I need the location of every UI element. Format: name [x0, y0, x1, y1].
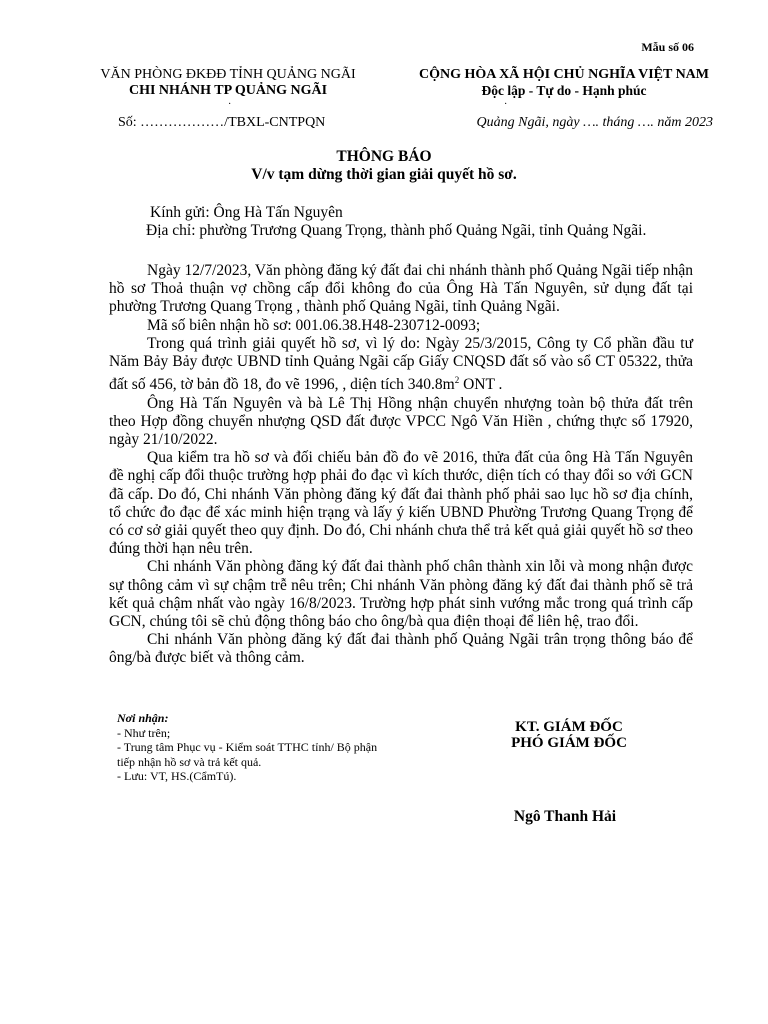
branch-name: CHI NHÁNH TP QUẢNG NGÃI	[128, 83, 328, 98]
recipients-list	[117, 711, 387, 784]
form-number: Mẫu số 06	[641, 40, 694, 54]
land-use-code: ONT .	[459, 376, 503, 394]
body-paragraph	[109, 335, 693, 395]
document-number: Số: ………………/TBXL-CNTPQN	[118, 115, 326, 130]
national-title: CỘNG HÒA XÃ HỘI CHỦ NGHĨA VIỆT NAM	[418, 67, 709, 82]
recipient: Kính gửi: Ông Hà Tấn Nguyên	[150, 204, 343, 221]
header-underline-mark: ·	[228, 99, 232, 110]
recipients-heading: Nơi nhận:	[117, 711, 169, 725]
notice-body	[109, 262, 693, 668]
motto-underline-mark: ·	[504, 99, 508, 110]
body-paragraph: Ông Hà Tấn Nguyên và bà Lê Thị Hồng nhận chuyển nhượng toàn bộ thửa đất trên theo Hợp đồng chuyển nhượng QSD đất được VPCC Ngô Văn Hiền , chứng thực số 17920, ngày 21/10/2022.	[109, 394, 693, 448]
date-line: Quảng Ngãi, ngày …. tháng …. năm 2023	[476, 115, 713, 130]
signature-authority: KT. GIÁM ĐỐC	[515, 719, 623, 735]
recipients-item: - Lưu: VT, HS.(CẩmTú).	[117, 769, 237, 783]
body-paragraph: Qua kiểm tra hồ sơ và đối chiếu bản đồ đo vẽ 2016, thửa đất của ông Hà Tấn Nguyên đề nghị cấp đổi thuộc trường hợp phải đo đạc vì kích thước, diện tích có thay đổi so với GCN đã cấp. Do đó, Chi nhánh Văn phòng đăng ký đất đai thành phố phải sao lục hồ sơ địa chính, tổ chức đo đạc để xác minh hiện trạng và lấy ý kiến UBND Phường Trương Quang Trọng để có cơ sở giải quyết theo quy định. Do đó, Chi nhánh chưa thể trả kết quả giải quyết hồ sơ theo đúng thời hạn nêu trên.	[109, 449, 693, 558]
national-motto-header	[408, 67, 720, 99]
agency-name: VĂN PHÒNG ĐKĐĐ TỈNH QUẢNG NGÃI	[100, 67, 356, 82]
document-title	[0, 148, 768, 184]
signer-name: Ngô Thanh Hải	[513, 808, 617, 825]
signature-position: PHÓ GIÁM ĐỐC	[511, 735, 627, 751]
body-paragraph: Chi nhánh Văn phòng đăng ký đất đai thành phố Quảng Ngãi trân trọng thông báo để ông/bà được biết và thông cảm.	[109, 631, 693, 667]
issuing-agency-header	[86, 67, 370, 99]
title-subject: V/v tạm dừng thời gian giải quyết hồ sơ.	[251, 166, 517, 183]
area-superscript: 2	[454, 375, 460, 386]
body-paragraph: Chi nhánh Văn phòng đăng ký đất đai thành phố chân thành xin lỗi và mong nhận được sự thông cảm vì sự chậm trễ nêu trên; Chi nhánh Văn phòng đăng ký đất đai thành phố sẽ trả kết quả chậm nhất vào ngày 16/8/2023. Trường hợp phát sinh vướng mắc trong quá trình cấp GCN, chúng tôi sẽ chủ động thông báo cho ông/bà qua điện thoại để liên hệ, trao đổi.	[109, 558, 693, 631]
recipient-address: Địa chỉ: phường Trương Quang Trọng, thành phố Quảng Ngãi, tỉnh Quảng Ngãi.	[146, 222, 647, 239]
recipients-item: - Trung tâm Phục vụ - Kiểm soát TTHC tỉnh/ Bộ phận tiếp nhận hồ sơ và trả kết quả.	[117, 740, 378, 769]
body-paragraph: Ngày 12/7/2023, Văn phòng đăng ký đất đai chi nhánh thành phố Quảng Ngãi tiếp nhận hồ sơ Thoả thuận vợ chồng cấp đổi không đo của Ông Hà Tấn Nguyên, sử dụng đất tại phường Trương Quang Trọng , thành phố Quảng Ngãi, tỉnh Quảng Ngãi.	[109, 262, 693, 316]
national-motto: Độc lập - Tự do - Hạnh phúc	[481, 83, 647, 98]
body-paragraph-text: Trong quá trình giải quyết hồ sơ, vì lý do: Ngày 25/3/2015, Công ty Cổ phần đầu tư Năm Bảy Bảy được UBND tỉnh Quảng Ngãi cấp Giấy CNQSD đất số vào sổ CT 05322, thửa đất số 456, tờ bản đồ 18, đo vẽ 1996, , diện tích 340.8m	[109, 334, 693, 394]
recipients-item: - Như trên;	[117, 725, 171, 740]
title-main: THÔNG BÁO	[336, 148, 432, 165]
body-paragraph: Mã số biên nhận hồ sơ: 001.06.38.H48-230712-0093;	[147, 316, 481, 334]
signature-block	[494, 719, 644, 751]
